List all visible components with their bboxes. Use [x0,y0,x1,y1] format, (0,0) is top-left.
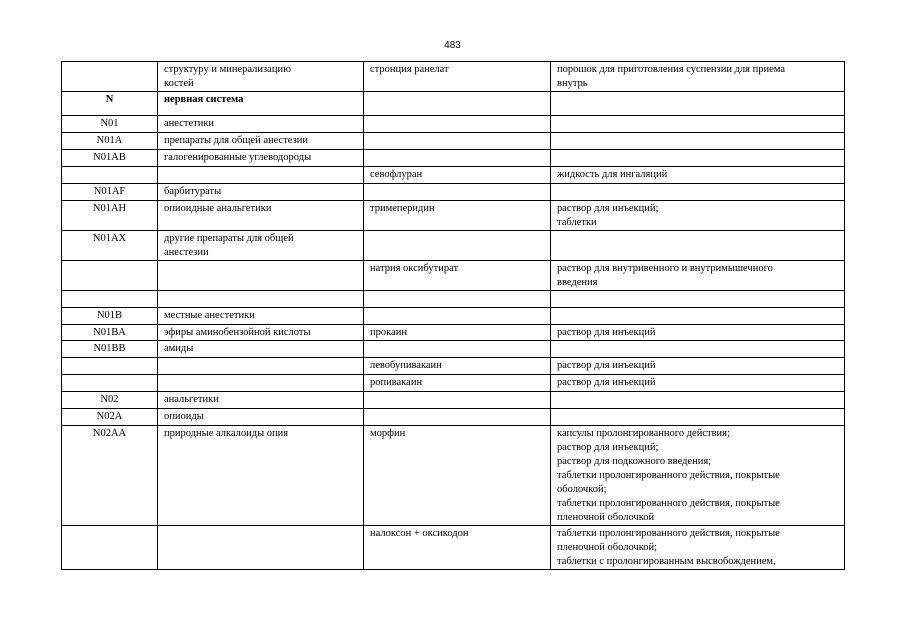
atc-code: N01AX [92,233,127,244]
dosage-form-line: таблетки [557,217,597,228]
drug-name-cell [364,375,551,392]
dosage-form-cell [551,526,845,570]
atc-code-cell [62,409,158,426]
anatomical-group-cell [158,341,364,358]
dosage-form-line: таблетки пролонгированного действия, покрытые [557,528,780,539]
atc-code-cell [62,341,158,358]
drug-name-cell [364,62,551,92]
drug-name-cell [364,92,551,116]
drug-name-cell [364,409,551,426]
atc-code: N01BA [93,327,126,338]
dosage-form-cell [551,392,845,409]
dosage-form-line: таблетки с пролонгированным высвобождением, [557,556,776,567]
table-row [62,392,845,409]
table-row [62,201,845,231]
dosage-form-line: таблетки пролонгированного действия, покрытые [557,470,780,481]
drug-name-cell [364,201,551,231]
dosage-form-line: капсулы пролонгированного действия; [557,428,730,439]
drug-name-line: налоксон + оксикодон [370,528,469,539]
table-row [62,341,845,358]
drug-name-cell [364,341,551,358]
drug-name-line: стронция ранелат [370,64,449,75]
atc-code: N01AF [93,186,126,197]
dosage-form-cell [551,308,845,325]
table-row [62,526,845,570]
atc-code-cell [62,291,158,308]
dosage-form-line: раствор для инъекций [557,360,656,371]
atc-code: N01AH [92,203,127,214]
anatomical-group-cell [158,261,364,291]
anatomical-group-cell [158,231,364,261]
drug-name-line: натрия оксибутират [370,263,459,274]
anatomical-group-line: местные анестетики [164,310,255,321]
atc-code-cell [62,231,158,261]
anatomical-group-cell [158,116,364,133]
atc-code-cell [62,150,158,167]
table-row [62,231,845,261]
table-row [62,409,845,426]
anatomical-group-line: барбитураты [164,186,222,197]
dosage-form-line: раствор для инъекций [557,377,656,388]
dosage-form-line: пленочной оболочкой; [557,542,658,553]
atc-code: N [105,94,114,105]
atc-code-cell [62,201,158,231]
table-body [62,62,845,570]
table-row [62,92,845,116]
dosage-form-cell [551,150,845,167]
anatomical-group-line: анестезии [164,247,209,258]
anatomical-group-cell [158,167,364,184]
anatomical-group-cell [158,291,364,308]
drug-name-cell [364,150,551,167]
dosage-form-line: порошок для приготовления суспензии для приема [557,64,785,75]
atc-code: N01BB [93,343,126,354]
drug-name-cell [364,426,551,526]
anatomical-group-cell [158,184,364,201]
atc-code-cell [62,426,158,526]
dosage-form-cell [551,325,845,341]
dosage-form-line: раствор для инъекций; [557,203,659,214]
atc-code-cell [62,184,158,201]
dosage-form-cell [551,116,845,133]
table-row [62,167,845,184]
drug-classification-table [61,61,845,570]
dosage-form-cell [551,358,845,375]
anatomical-group-cell [158,62,364,92]
drug-name-cell [364,392,551,409]
dosage-form-line: раствор для инъекций [557,327,656,338]
dosage-form-line: жидкость для ингаляций [557,169,668,180]
atc-code: N01AB [93,152,126,163]
anatomical-group-line: галогенированные углеводороды [164,152,312,163]
table-row [62,325,845,341]
anatomical-group-line: опиоиды [164,411,204,422]
drug-name-line: левобупивакаин [370,360,442,371]
dosage-form-line: введения [557,277,598,288]
atc-code-cell [62,116,158,133]
anatomical-group-line: эфиры аминобензойной кислоты [164,327,311,338]
anatomical-group-cell [158,92,364,116]
drug-name-line: прокаин [370,327,407,338]
atc-code: N02 [100,394,119,405]
dosage-form-line: раствор для внутривенного и внутримышечного [557,263,773,274]
dosage-form-line: оболочкой; [557,484,607,495]
anatomical-group-line: анальгетики [164,394,219,405]
atc-code-cell [62,261,158,291]
anatomical-group-line: опиоидные анальгетики [164,203,272,214]
drug-name-cell [364,116,551,133]
dosage-form-line: раствор для подкожного введения; [557,456,712,467]
dosage-form-cell [551,201,845,231]
drug-name-cell [364,526,551,570]
anatomical-group-cell [158,409,364,426]
atc-code: N01 [100,118,119,129]
anatomical-group-line: амиды [164,343,194,354]
drug-name-line: тримеперидин [370,203,435,214]
atc-code-cell [62,308,158,325]
dosage-form-line: раствор для инъекций; [557,442,659,453]
dosage-form-cell [551,133,845,150]
anatomical-group-cell [158,325,364,341]
drug-name-cell [364,261,551,291]
drug-name-line: ропивакаин [370,377,423,388]
atc-code-cell [62,62,158,92]
anatomical-group-line: нервная система [164,94,244,105]
atc-code-cell [62,375,158,392]
anatomical-group-line: структуру и минерализацию [164,64,291,75]
table-row [62,184,845,201]
table-row [62,133,845,150]
atc-code-cell [62,133,158,150]
table-row [62,308,845,325]
atc-code: N02AA [92,428,127,439]
anatomical-group-cell [158,133,364,150]
table-row [62,426,845,526]
dosage-form-cell [551,92,845,116]
page-number: 483 [444,40,461,51]
drug-name-cell [364,308,551,325]
atc-code-cell [62,167,158,184]
anatomical-group-cell [158,201,364,231]
atc-code-cell [62,526,158,570]
table-row [62,261,845,291]
atc-code-cell [62,92,158,116]
table-row [62,291,845,308]
table-row [62,116,845,133]
atc-code: N01B [96,310,123,321]
drug-name-cell [364,358,551,375]
anatomical-group-cell [158,392,364,409]
atc-code-cell [62,392,158,409]
drug-name-cell [364,325,551,341]
dosage-form-cell [551,184,845,201]
dosage-form-line: пленочной оболочкой [557,512,655,523]
dosage-form-cell [551,409,845,426]
anatomical-group-line: анестетики [164,118,215,129]
dosage-form-cell [551,231,845,261]
atc-code-cell [62,358,158,375]
dosage-form-line: внутрь [557,78,588,89]
drug-name-line: севофлуран [370,169,423,180]
drug-name-cell [364,184,551,201]
drug-name-line: морфин [370,428,406,439]
anatomical-group-cell [158,526,364,570]
dosage-form-cell [551,291,845,308]
table-row [62,62,845,92]
dosage-form-cell [551,62,845,92]
anatomical-group-line: другие препараты для общей [164,233,294,244]
dosage-form-line: таблетки пролонгированного действия, покрытые [557,498,780,509]
atc-code: N01A [96,135,123,146]
anatomical-group-line: препараты для общей анестезии [164,135,308,146]
atc-code: N02A [96,411,123,422]
drug-name-cell [364,167,551,184]
drug-name-cell [364,133,551,150]
anatomical-group-line: природные алкалоиды опия [164,428,289,439]
anatomical-group-cell [158,150,364,167]
atc-code-cell [62,325,158,341]
anatomical-group-cell [158,426,364,526]
dosage-form-cell [551,375,845,392]
dosage-form-cell [551,341,845,358]
dosage-form-cell [551,167,845,184]
anatomical-group-cell [158,375,364,392]
table-row [62,150,845,167]
anatomical-group-cell [158,308,364,325]
table-row [62,358,845,375]
table-row [62,375,845,392]
anatomical-group-line: костей [164,78,194,89]
dosage-form-cell [551,426,845,526]
drug-name-cell [364,291,551,308]
anatomical-group-cell [158,358,364,375]
drug-name-cell [364,231,551,261]
dosage-form-cell [551,261,845,291]
